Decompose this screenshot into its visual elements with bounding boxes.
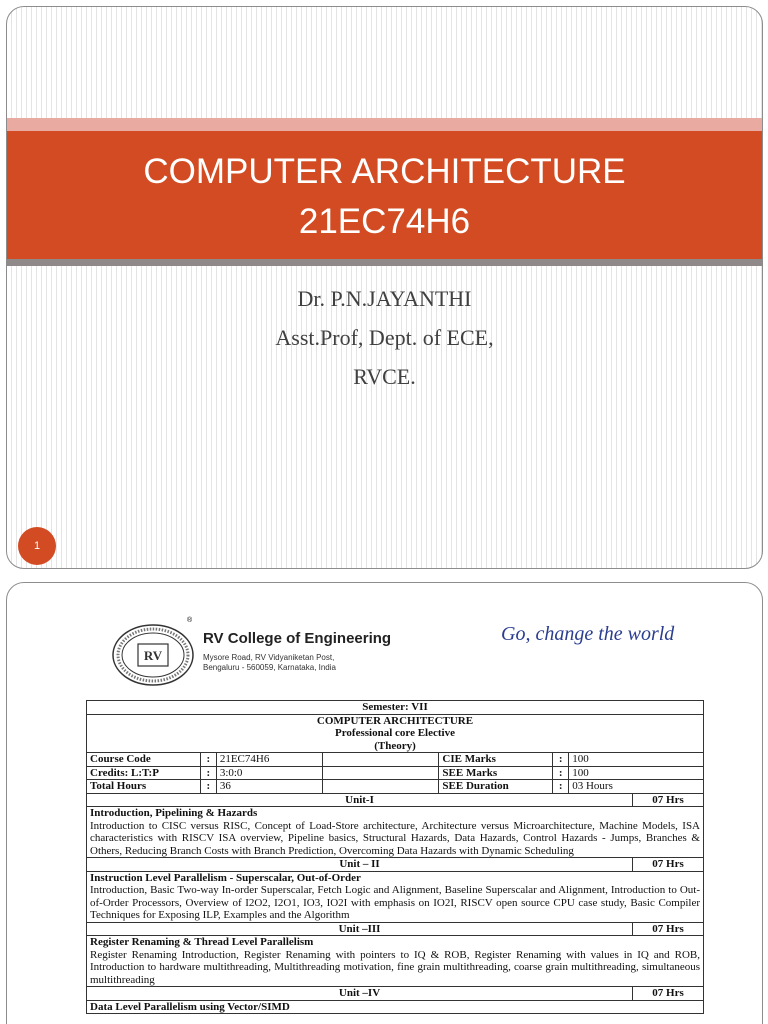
detail-label: SEE Duration bbox=[439, 780, 553, 794]
author-name: Dr. P.N.JAYANTHI bbox=[297, 286, 472, 311]
title-line-2: 21EC74H6 bbox=[298, 202, 471, 241]
unit-description bbox=[87, 807, 704, 858]
table-row bbox=[87, 780, 704, 794]
college-address-line-2: Bengaluru - 560059, Karnataka, India bbox=[203, 663, 336, 672]
detail-label: Credits: L:T:P bbox=[87, 766, 201, 780]
detail-separator: : bbox=[553, 766, 569, 780]
course-mode: (Theory) bbox=[374, 739, 416, 752]
empty-cell bbox=[322, 780, 439, 794]
unit-hours: 07 Hrs bbox=[633, 793, 704, 807]
detail-separator: : bbox=[200, 780, 216, 794]
unit-content: Register Renaming Introduction, Register Renaming with pointers to IQ & ROB, Register Renaming with values in IQ and ROB, Introduction to hardware multithreading, Multithreading motivation, fine grain multithreading, coarse grain multithreading, simultaneous multithreading bbox=[90, 948, 700, 986]
table-row bbox=[87, 922, 704, 936]
table-row bbox=[87, 701, 704, 715]
syllabus-table bbox=[86, 700, 704, 1014]
course-title: COMPUTER ARCHITECTURE bbox=[316, 714, 474, 727]
logo-monogram: RV bbox=[143, 648, 163, 663]
registered-mark: ® bbox=[187, 617, 193, 624]
college-address-line-1: Mysore Road, RV Vidyaniketan Post, bbox=[203, 653, 335, 662]
table-row bbox=[87, 807, 704, 858]
course-heading-cell bbox=[87, 714, 704, 753]
title-slide[interactable] bbox=[6, 6, 763, 569]
table-row bbox=[87, 753, 704, 767]
detail-value: 100 bbox=[569, 753, 704, 767]
author-designation: Asst.Prof, Dept. of ECE, bbox=[275, 325, 494, 350]
detail-label: Course Code bbox=[87, 753, 201, 767]
detail-value: 21EC74H6 bbox=[216, 753, 322, 767]
author-institute: RVCE. bbox=[353, 364, 416, 389]
detail-separator: : bbox=[200, 753, 216, 767]
unit-description bbox=[87, 936, 704, 987]
detail-value: 3:0:0 bbox=[216, 766, 322, 780]
unit-name: Unit-I bbox=[87, 793, 633, 807]
table-row bbox=[87, 987, 704, 1001]
detail-label: CIE Marks bbox=[439, 753, 553, 767]
detail-separator: : bbox=[553, 780, 569, 794]
table-row bbox=[87, 793, 704, 807]
unit-description bbox=[87, 1000, 704, 1014]
empty-cell bbox=[322, 753, 439, 767]
unit-hours: 07 Hrs bbox=[633, 987, 704, 1001]
table-row bbox=[87, 1000, 704, 1014]
unit-hours: 07 Hrs bbox=[633, 858, 704, 872]
unit-name: Unit –IV bbox=[87, 987, 633, 1001]
table-row bbox=[87, 936, 704, 987]
unit-content: Introduction to CISC versus RISC, Concept of Load-Store architecture, Architecture versus Microarchitecture, Machine Models, ISA characteristics with RISCV ISA overview, Pipeline basics, Structural Hazards, Data Hazards, Control Hazards - Jumps, Branches & Others, Reducing Branch Costs with Branch Prediction, Overcoming Data Hazards with Dynamic Scheduling bbox=[90, 819, 700, 857]
detail-separator: : bbox=[200, 766, 216, 780]
decorative-band-top bbox=[7, 118, 762, 131]
detail-label: SEE Marks bbox=[439, 766, 553, 780]
detail-value: 03 Hours bbox=[569, 780, 704, 794]
unit-content: Introduction, Basic Two-way In-order Superscalar, Fetch Logic and Alignment, Baseline Superscalar and Alignment, Introduction to Out-of-Order Processors, Overview of I2O2, I2O1, IO3, IO2I with emphasis on IO2I, RISCV open source CPU case study, Basic Compiler Techniques for Exposing ILP, Examples and the Algorithm bbox=[90, 884, 700, 921]
detail-value: 100 bbox=[569, 766, 704, 780]
empty-cell bbox=[322, 766, 439, 780]
slide-number-badge: 1 bbox=[18, 527, 56, 565]
decorative-band-bottom bbox=[7, 259, 762, 266]
table-row bbox=[87, 714, 704, 753]
title-line-1: COMPUTER ARCHITECTURE bbox=[143, 152, 626, 191]
course-type: Professional core Elective bbox=[335, 727, 455, 739]
detail-label: Total Hours bbox=[87, 780, 201, 794]
detail-separator: : bbox=[553, 753, 569, 767]
college-tagline: Go, change the world bbox=[501, 623, 675, 645]
slide-subtitle bbox=[7, 279, 762, 396]
syllabus-slide[interactable] bbox=[6, 582, 763, 1024]
unit-name: Unit – II bbox=[87, 858, 633, 872]
college-logo-icon bbox=[111, 623, 195, 687]
slide-title bbox=[7, 147, 762, 247]
semester-cell: Semester: VII bbox=[87, 701, 704, 715]
college-name: RV College of Engineering bbox=[203, 630, 392, 647]
unit-description bbox=[87, 871, 704, 922]
detail-value: 36 bbox=[216, 780, 322, 794]
table-row bbox=[87, 871, 704, 922]
table-row bbox=[87, 858, 704, 872]
table-row bbox=[87, 766, 704, 780]
unit-topic: Data Level Parallelism using Vector/SIMD bbox=[90, 1000, 290, 1013]
unit-topic: Introduction, Pipelining & Hazards bbox=[90, 807, 258, 819]
unit-topic: Register Renaming & Thread Level Parallelism bbox=[90, 936, 314, 948]
unit-hours: 07 Hrs bbox=[633, 922, 704, 936]
unit-name: Unit –III bbox=[87, 922, 633, 936]
unit-topic: Instruction Level Parallelism - Superscalar, Out-of-Order bbox=[90, 871, 361, 884]
